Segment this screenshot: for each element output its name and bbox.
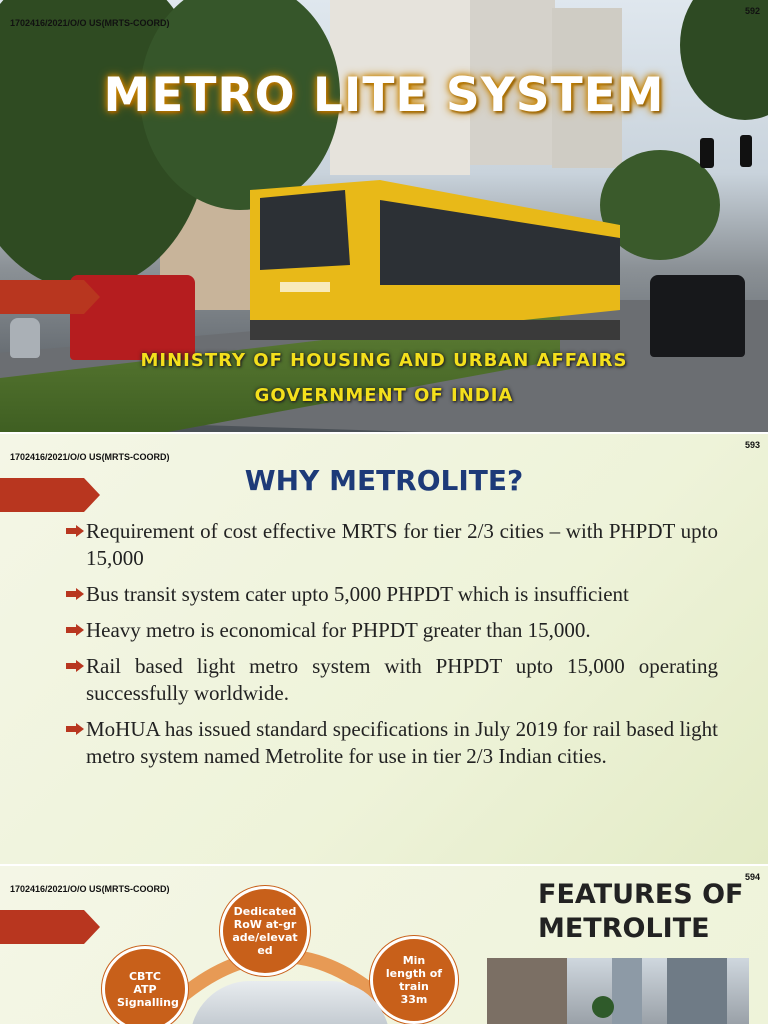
- pointing-hand-icon: [66, 624, 84, 636]
- traffic-light-icon: [700, 138, 714, 168]
- feature-cbtc-signalling: [102, 946, 188, 1024]
- slide-title: WHY METROLITE?: [244, 464, 524, 497]
- title-line: METROLITE: [538, 913, 710, 944]
- feature-dedicated-row: [220, 886, 310, 976]
- bullet-list: [66, 518, 718, 779]
- tram-image: [250, 170, 620, 345]
- page-number: 592: [744, 6, 760, 16]
- feature-label: Min length of train 33m: [385, 954, 443, 1006]
- bullet-text: Requirement of cost effective MRTS for tier 2/3 cities – with PHPDT upto 15,000: [86, 519, 718, 570]
- list-item: [66, 581, 718, 608]
- list-item: [66, 716, 718, 770]
- page-number: 593: [744, 440, 760, 450]
- bullet-text: MoHUA has issued standard specifications in July 2019 for rail based light metro system named Metrolite for use in tier 2/3 Indian cities.: [86, 717, 718, 768]
- slide-title: METRO LITE SYSTEM: [103, 68, 665, 123]
- list-item: [66, 518, 718, 572]
- feature-label: Dedicated RoW at-grade/elevated: [232, 905, 298, 957]
- traffic-light-icon: [740, 135, 752, 167]
- slide-why-metrolite: [0, 434, 768, 864]
- subtitle-government: GOVERNMENT OF INDIA: [254, 385, 514, 406]
- feature-label: CBTC ATP Signalling: [117, 969, 179, 1009]
- subtitle-ministry: MINISTRY OF HOUSING AND URBAN AFFAIRS: [140, 350, 628, 371]
- file-reference: 1702416/2021/O/O US(MRTS-COORD): [10, 452, 170, 462]
- black-car-image: [650, 275, 745, 357]
- bullet-text: Rail based light metro system with PHPDT upto 15,000 operating successfully worldwide.: [86, 654, 718, 705]
- slide-metro-lite-system: [0, 0, 768, 432]
- pointing-hand-icon: [66, 723, 84, 735]
- feature-min-train-length: [370, 936, 458, 1024]
- slide-title: [538, 878, 758, 946]
- decorative-arrow: [0, 280, 100, 314]
- list-item: [66, 617, 718, 644]
- file-reference: 1702416/2021/O/O US(MRTS-COORD): [10, 18, 170, 28]
- decorative-arrow: [0, 910, 100, 944]
- page-number: 594: [744, 872, 760, 882]
- file-reference: 1702416/2021/O/O US(MRTS-COORD): [10, 884, 170, 894]
- street-photo: [487, 958, 749, 1024]
- list-item: [66, 653, 718, 707]
- pointing-hand-icon: [66, 588, 84, 600]
- slide-features-of-metrolite: [0, 866, 768, 1024]
- bullet-text: Bus transit system cater upto 5,000 PHPDT which is insufficient: [86, 582, 629, 606]
- pointing-hand-icon: [66, 525, 84, 537]
- bullet-text: Heavy metro is economical for PHPDT greater than 15,000.: [86, 618, 591, 642]
- pointing-hand-icon: [66, 660, 84, 672]
- title-line: FEATURES OF: [538, 879, 744, 910]
